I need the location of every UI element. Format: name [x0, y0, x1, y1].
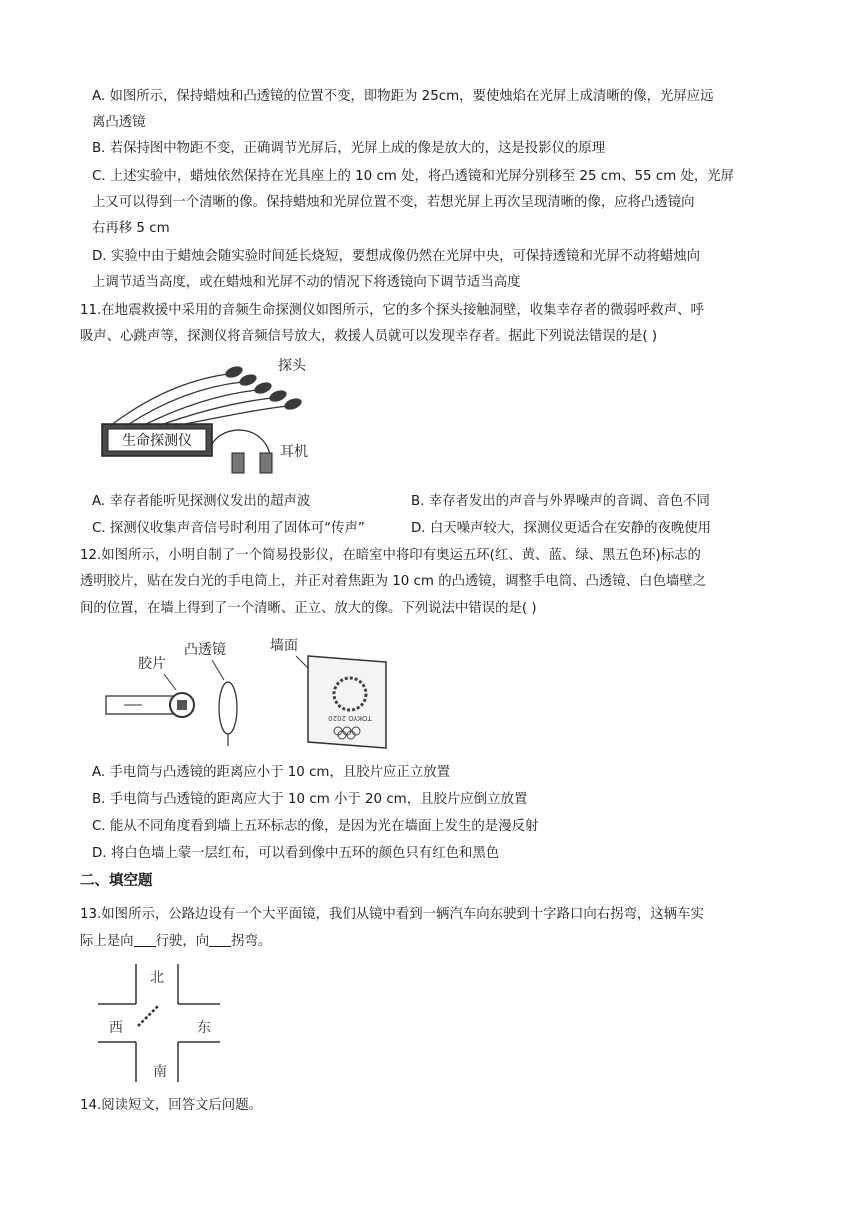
q12-stem-line3: 间的位置，在墙上得到了一个清晰、正立、放大的像。下列说法中错误的是( ) — [80, 601, 537, 616]
q11-option-c: C. 探测仪收集声音信号时利用了固体可“传声” — [92, 521, 365, 536]
q13-blank-1[interactable] — [134, 932, 156, 947]
fig-label-device: 生命探测仪 — [122, 433, 192, 449]
q13-stem-part1: 际上是向 — [80, 934, 134, 949]
q11-stem-line2: 吸声、心跳声等，探测仪将音频信号放大，救援人员就可以发现幸存者。据此下列说法错误的是( ) — [80, 329, 658, 344]
q11-stem-line1: 11.在地震救援中采用的音频生命探测仪如图所示，它的多个探头接触洞壁，收集幸存者的微弱呼救声、呼 — [80, 303, 704, 318]
fig-label-west: 西 — [109, 1020, 123, 1036]
fig-label-film: 胶片 — [138, 656, 166, 672]
fig-label-east: 东 — [197, 1020, 211, 1036]
q13-stem-line1: 13.如图所示，公路边设有一个大平面镜，我们从镜中看到一辆汽车向东驶到十字路口向右拐弯，这辆车实 — [80, 907, 704, 922]
q10-option-a-line1: A. 如图所示，保持蜡烛和凸透镜的位置不变，即物距为 25cm，要使烛焰在光屏上成清晰的像，光屏应远 — [92, 89, 714, 104]
fig-label-earphone: 耳机 — [280, 444, 308, 460]
fig-label-south: 南 — [153, 1064, 167, 1080]
fig-label-north: 北 — [150, 970, 164, 986]
fig-logo-text: TOKYO 2020 — [328, 714, 372, 722]
life-detector-figure — [92, 354, 332, 480]
section-title-fill-blank: 二、填空题 — [80, 873, 153, 889]
q10-option-c-line1: C. 上述实验中，蜡烛依然保持在光具座上的 10 cm 处，将凸透镜和光屏分别移至 25 cm、55 cm 处，光屏 — [92, 169, 735, 184]
q12-option-d: D. 将白色墙上蒙一层红布，可以看到像中五环的颜色只有红色和黑色 — [92, 846, 500, 861]
q10-option-d-line2: 上调节适当高度，或在蜡烛和光屏不动的情况下将透镜向下调节适当高度 — [92, 275, 521, 290]
q13-stem-part2: 行驶，向 — [155, 934, 210, 949]
q12-stem-line1: 12.如图所示，小明自制了一个简易投影仪，在暗室中将印有奥运五环(红、黄、蓝、绿、黑五色环)标志的 — [80, 548, 701, 563]
q12-option-c: C. 能从不同角度看到墙上五环标志的像，是因为光在墙面上发生的是漫反射 — [92, 819, 539, 834]
q13-blank-2[interactable] — [209, 932, 231, 947]
fig-label-probe: 探头 — [278, 358, 306, 374]
q10-option-d-line1: D. 实验中由于蜡烛会随实验时间延长烧短，要想成像仍然在光屏中央，可保持透镜和光屏不动将蜡烛向 — [92, 249, 701, 264]
q10-option-c-line2: 上又可以得到一个清晰的像。保持蜡烛和光屏位置不变，若想光屏上再次呈现清晰的像，应将凸透镜向 — [92, 195, 695, 210]
fig-label-wall: 墙面 — [270, 638, 298, 654]
q11-option-b: B. 幸存者发出的声音与外界噪声的音调、音色不同 — [411, 494, 710, 509]
q10-option-a-line2: 离凸透镜 — [92, 115, 146, 130]
q12-stem-line2: 透明胶片，贴在发白光的手电筒上，并正对着焦距为 10 cm 的凸透镜，调整手电筒、凸透镜、白色墙壁之 — [80, 574, 707, 589]
q10-option-b: B. 若保持图中物距不变，正确调节光屏后，光屏上成的像是放大的，这是投影仪的原理 — [92, 141, 606, 156]
crossroad-figure — [96, 962, 246, 1086]
fig-label-lens: 凸透镜 — [184, 642, 226, 658]
q13-stem-line2 — [80, 932, 271, 952]
q12-option-b: B. 手电筒与凸透镜的距离应大于 10 cm 小于 20 cm，且胶片应倒立放置 — [92, 792, 528, 807]
q14-stem: 14.阅读短文，回答文后问题。 — [80, 1098, 262, 1113]
q11-option-d: D. 白天噪声较大，探测仪更适合在安静的夜晚使用 — [411, 521, 712, 536]
q13-stem-part3: 拐弯。 — [231, 934, 272, 949]
q11-option-a: A. 幸存者能听见探测仪发出的超声波 — [92, 494, 311, 509]
projector-figure — [100, 628, 400, 754]
q10-option-c-line3: 右再移 5 cm — [92, 221, 170, 236]
q12-option-a: A. 手电筒与凸透镜的距离应小于 10 cm，且胶片应正立放置 — [92, 765, 450, 780]
